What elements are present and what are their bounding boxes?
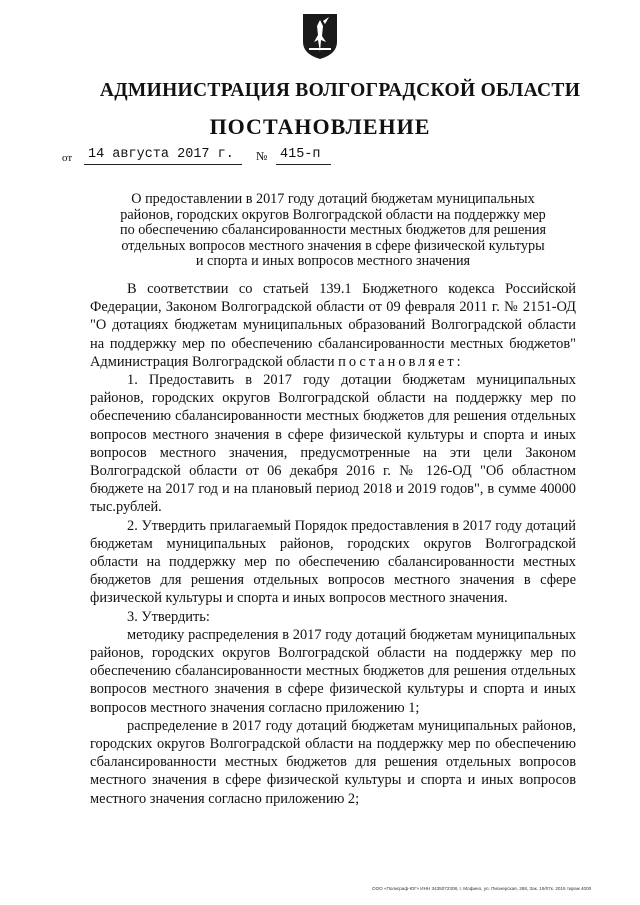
document-subject — [90, 192, 576, 270]
clause-2: 2. Утвердить прилагаемый Порядок предоставления в 2017 году дотаций бюджетам муниципальных районов, городских округов Волгоградской области на поддержку мер по обеспечению сбалансированности местных бюджетов для решения отдельных вопросов местного значения в сфере физической культуры и спорта и иных вопросов местного значения. — [90, 517, 576, 607]
clause-3: 3. Утвердить: — [127, 608, 210, 625]
subject-line: и спорта и иных вопросов местного значения — [195, 253, 471, 269]
from-label: от — [62, 152, 73, 164]
clause-3-item-distribution: распределение в 2017 году дотаций бюджетам муниципальных районов, городских округов Волгоградской области на поддержку мер по обеспечению сбалансированности местных бюджетов для решения отдельных вопросов местного значения в сфере физической культуры и спорта и иных вопросов местного значения согласно приложению 2; — [90, 717, 576, 807]
number-label: № — [256, 149, 268, 163]
subject-line: О предоставлении в 2017 году дотаций бюджетам муниципальных — [131, 191, 535, 207]
subject-line: отдельных вопросов местного значения в сфере физической культуры — [121, 237, 545, 254]
resolves-word: постановляет: — [338, 353, 464, 370]
print-footer: ООО «Полиграф-ЮГ» ИНН 3435072308, г. Мофино, ул. Пионерская, 268, Зак. 19/07к. 2015 тираж 4000 — [372, 886, 592, 891]
intro-text: В соответствии со статьей 139.1 Бюджетного кодекса Российской Федерации, Законом Волгоградской области от 09 февраля 2011 г. № 2151-ОД "О дотациях бюджетам муниципальных образований Волгоградской области на поддержку мер по обеспечению сбалансированности местных бюджетов" Администрация Волгоградской области — [90, 281, 576, 370]
subject-line: районов, городских округов Волгоградской области на поддержку мер — [120, 206, 546, 223]
clause-1: 1. Предоставить в 2017 году дотации бюджетам муниципальных районов, городских округов Волгоградской области на поддержку мер по обеспечению сбалансированности местных бюджетов для решения отдельных вопросов местного значения в сфере физической культуры и спорта и иных вопросов местного значения, предусмотренные на эти цели Законом Волгоградской области от 06 декабря 2016 г. № 126-ОД "Об областном бюджете на 2017 год и на плановый период 2018 и 2019 годов", в сумме 40000 тыс.рублей. — [90, 372, 576, 516]
document-date: 14 августа 2017 г. — [88, 147, 234, 162]
document-type-title: ПОСТАНОВЛЕНИЕ — [209, 114, 431, 139]
organization-name: АДМИНИСТРАЦИЯ ВОЛГОГРАДСКОЙ ОБЛАСТИ — [99, 80, 581, 101]
document-body — [90, 280, 576, 808]
document-number: 415-п — [280, 147, 321, 162]
subject-line: по обеспечению сбалансированности местных бюджетов для решения — [119, 222, 546, 238]
intro-paragraph — [90, 280, 576, 371]
volgograd-coat-of-arms-icon — [301, 12, 339, 60]
clause-3-item-methodology: методику распределения в 2017 году дотаций бюджетам муниципальных районов, городских округов Волгоградской области на поддержку мер по обеспечению сбалансированности местных бюджетов для решения отдельных вопросов местного значения в сфере физической культуры и спорта и иных вопросов местного значения согласно приложению 1; — [90, 626, 576, 716]
